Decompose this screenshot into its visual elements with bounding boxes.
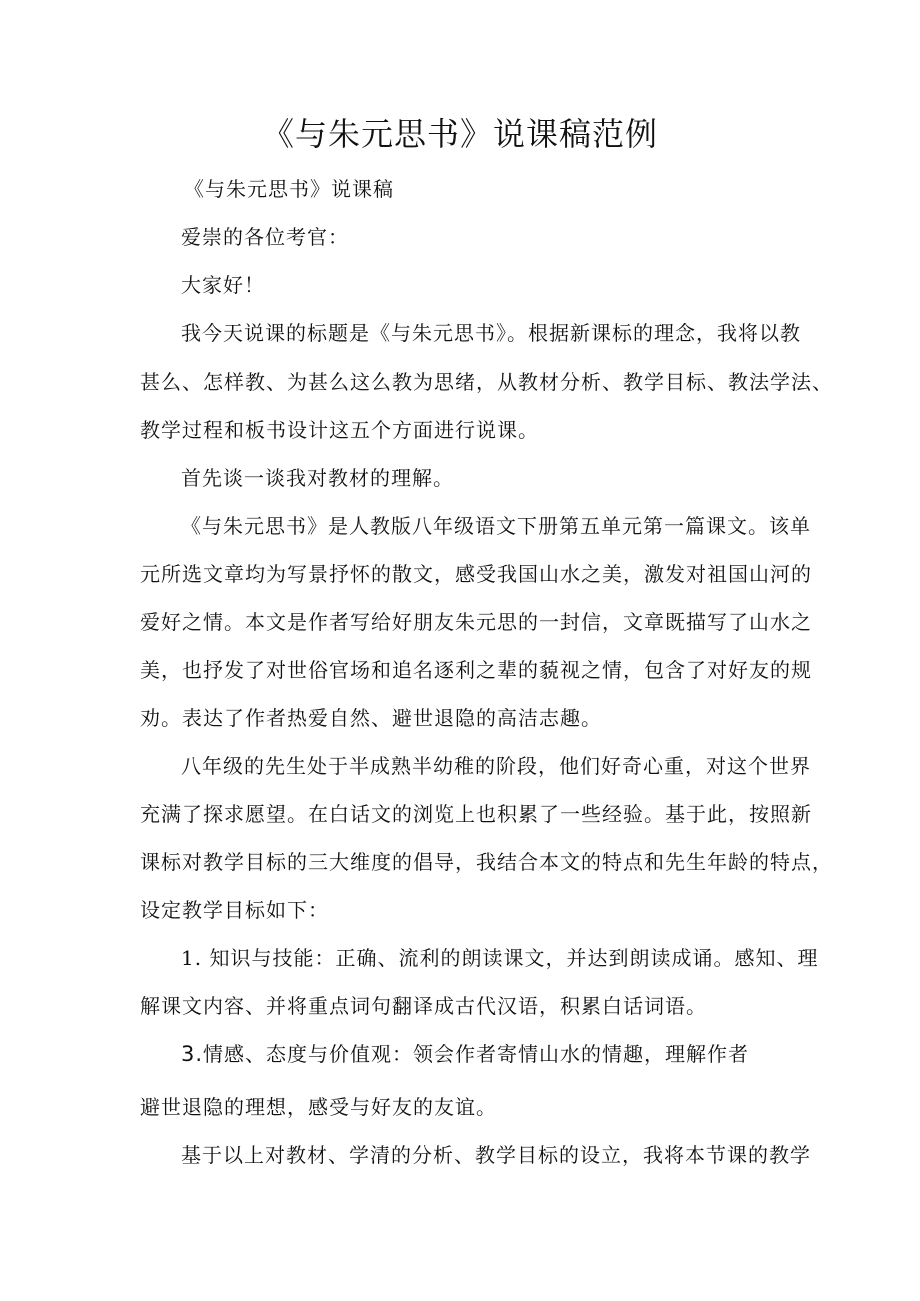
paragraph-line: 爱好之情。本文是作者写给好朋友朱元思的一封信，文章既描写了山水之 (140, 610, 812, 634)
paragraph-line: 解课文内容、并将重点词句翻译成古代汉语，积累白话词语。 (140, 994, 707, 1018)
hello-line: 大家好！ (181, 273, 265, 297)
list-number: 3. (181, 1042, 204, 1066)
paragraph-line: 1. 知识与技能：正确、流利的朗读课文，并达到朗读成诵。感知、理 (181, 946, 819, 970)
paragraph-line: 我今天说课的标题是《与朱元思书》。根据新课标的理念，我将以教 (181, 321, 801, 345)
paragraph-line: 设定教学目标如下： (140, 898, 329, 922)
paragraph-line: 元所选文章均为写景抒怀的散文，感受我国山水之美，激发对祖国山河的 (140, 562, 812, 586)
paragraph-line: 劝。表达了作者热爱自然、避世退隐的高洁志趣。 (140, 706, 602, 730)
paragraph-line (181, 1039, 749, 1069)
paragraph-line: 八年级的先生处于半成熟半幼稚的阶段，他们好奇心重，对这个世界 (181, 754, 811, 778)
paragraph-line: 首先谈一谈我对教材的理解。 (181, 466, 454, 490)
paragraph-line: 课标对教学目标的三大维度的倡导，我结合本文的特点和先生年龄的特点， (140, 850, 833, 874)
paragraph-line: 充满了探求愿望。在白话文的浏览上也积累了一些经验。基于此，按照新 (140, 802, 812, 826)
paragraph-line: 避世退隐的理想，感受与好友的友谊。 (140, 1095, 497, 1119)
paragraph-line: 《与朱元思书》是人教版八年级语文下册第五单元第一篇课文。该单 (181, 514, 811, 538)
greeting-line: 爱崇的各位考官： (181, 225, 349, 249)
document-title: 《与朱元思书》说课稿范例 (261, 115, 658, 153)
document-subtitle: 《与朱元思书》说课稿 (184, 177, 394, 201)
paragraph-line: 美，也抒发了对世俗官场和追名逐利之辈的藐视之情，包含了对好友的规 (140, 658, 812, 682)
paragraph-line: 教学过程和板书设计这五个方面进行说课。 (140, 418, 539, 442)
list-text: 情感、态度与价值观：领会作者寄情山水的情趣，理解作者 (203, 1042, 750, 1066)
paragraph-line: 甚么、怎样教、为甚么这么教为思绪，从教材分析、教学目标、教法学法、 (140, 370, 833, 394)
paragraph-line: 基于以上对教材、学清的分析、教学目标的设立，我将本节课的教学 (181, 1143, 811, 1167)
